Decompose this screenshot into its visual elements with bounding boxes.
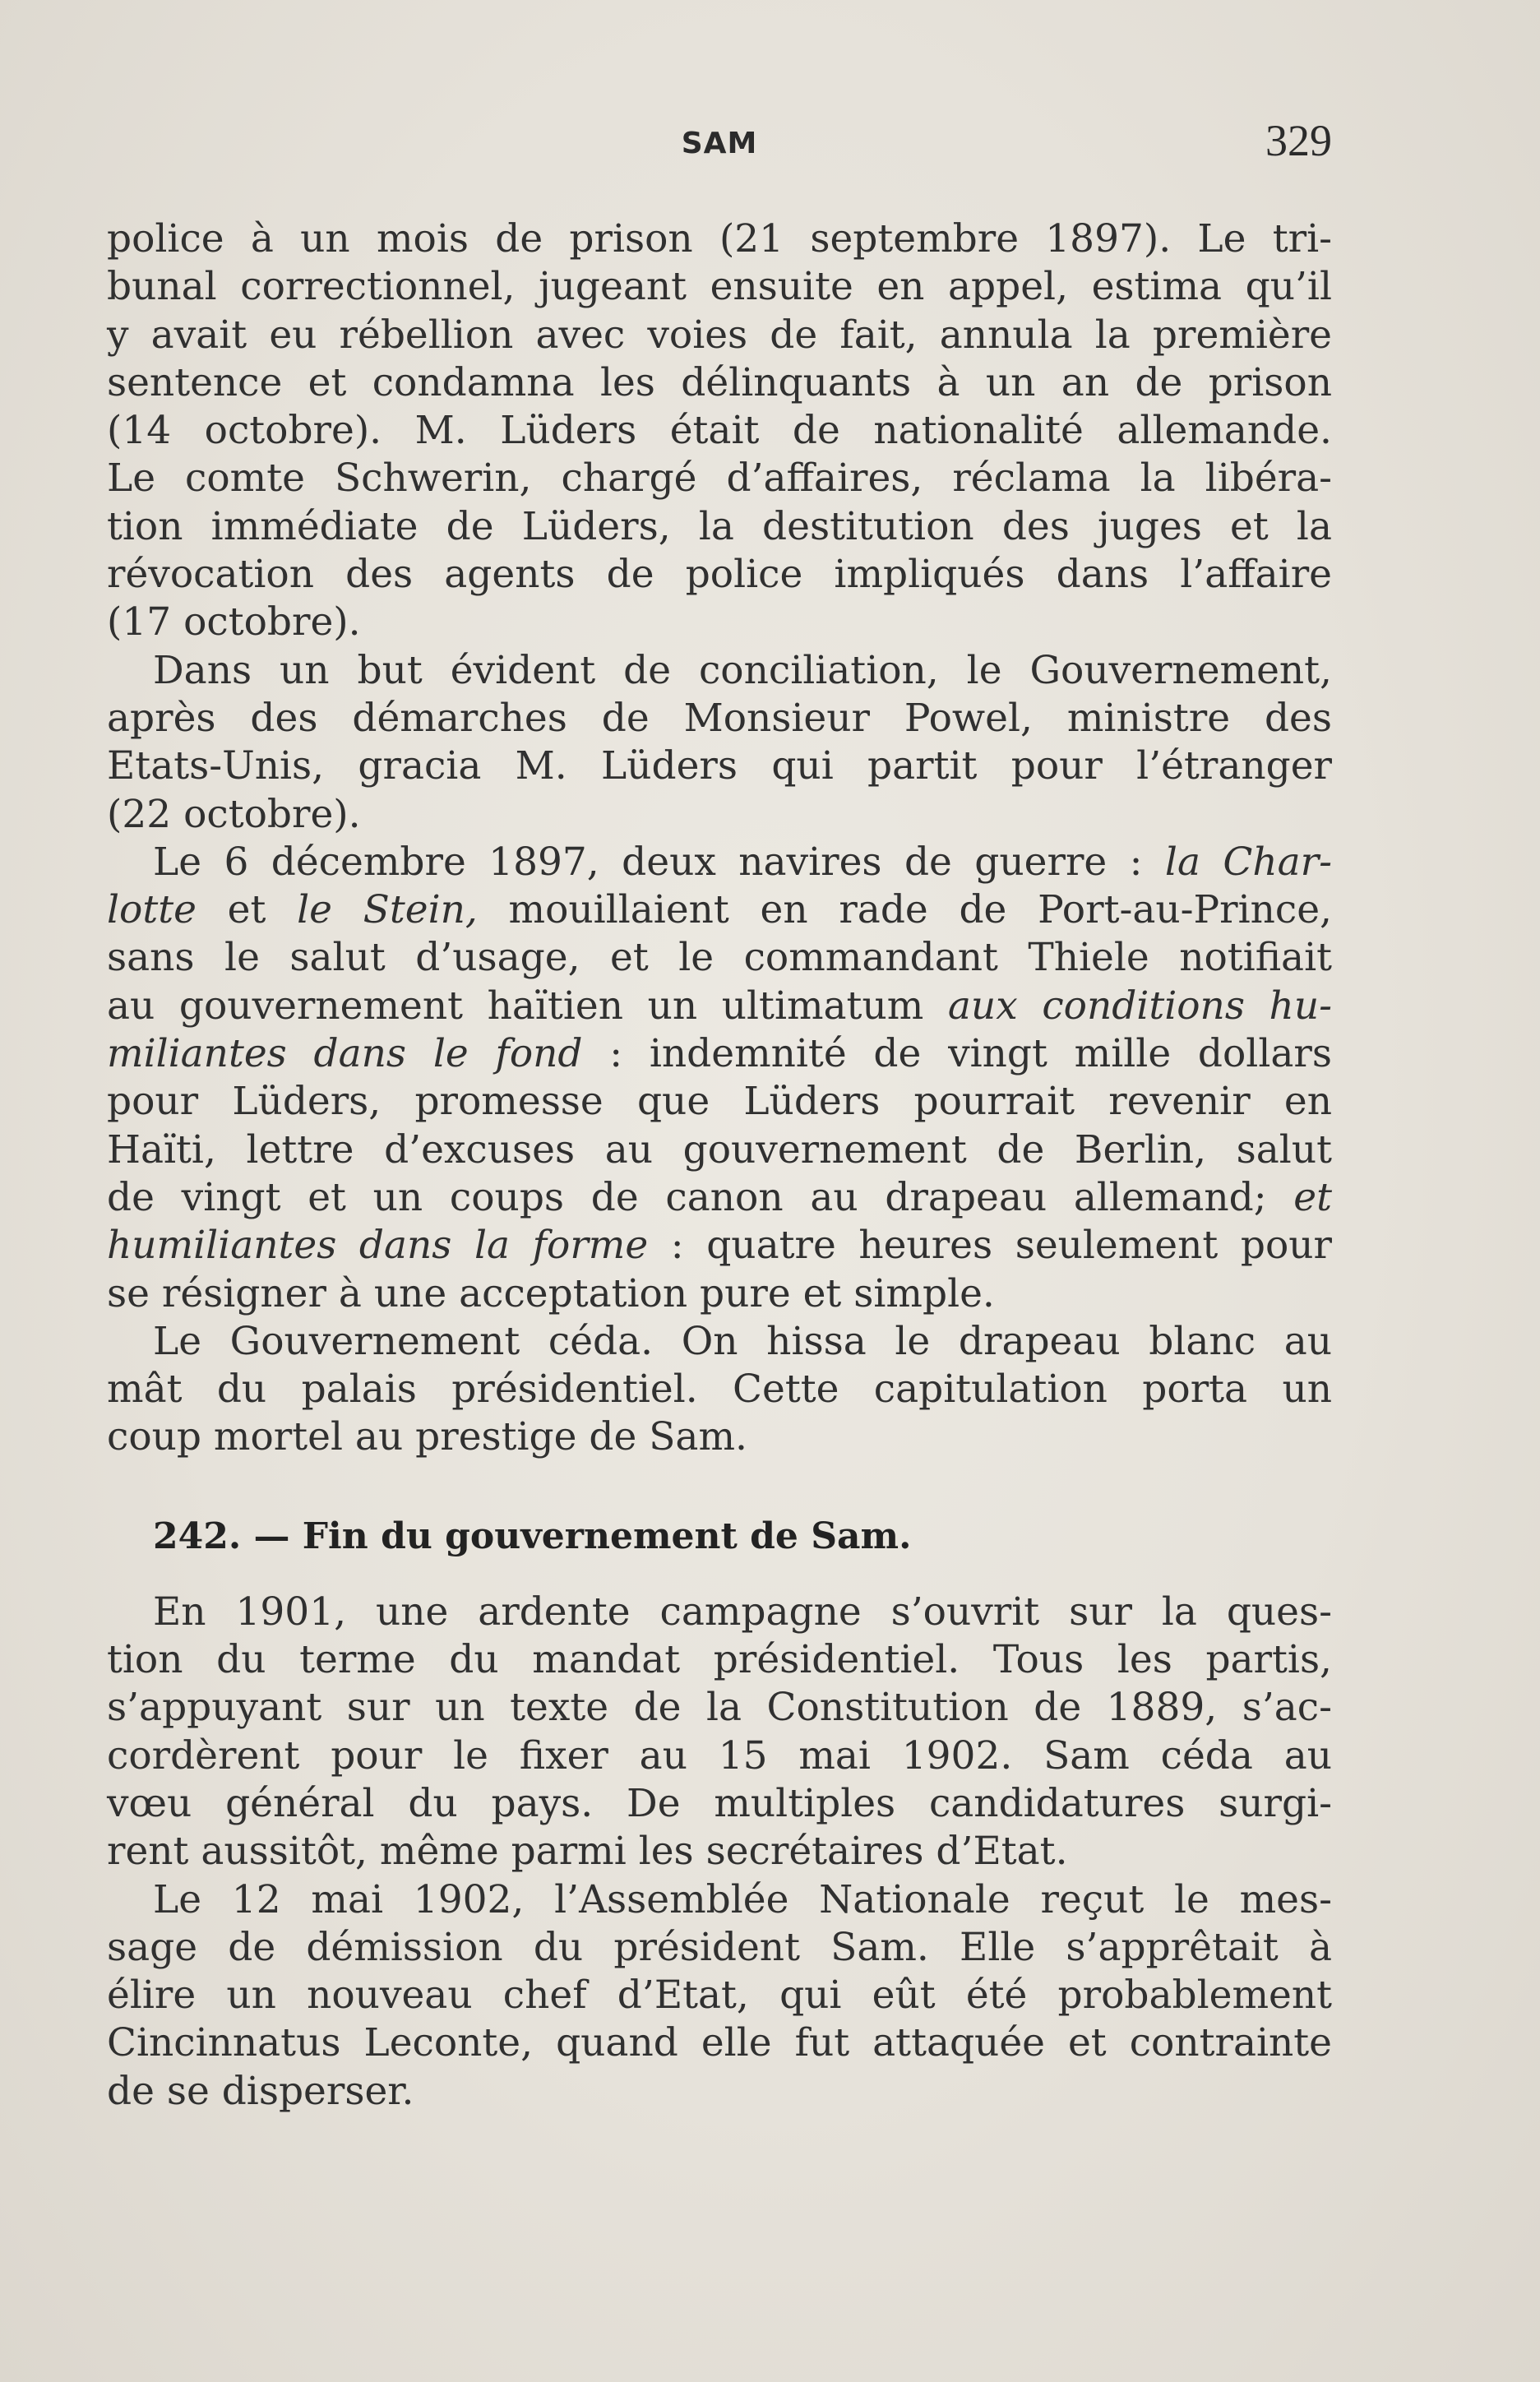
text-line: de se disperser. xyxy=(107,2068,414,2114)
text-line xyxy=(107,1222,1332,1270)
emphasis-italic: et xyxy=(1293,1174,1332,1220)
paragraph xyxy=(107,1876,1332,2116)
emphasis-italic: humiliantes dans la forme xyxy=(107,1223,649,1269)
ship-name-italic: le Stein, xyxy=(297,887,478,933)
page-header xyxy=(107,115,1332,173)
text-line: après des démarches de Monsieur Powel, ministre des xyxy=(107,695,1332,741)
ship-name-italic: la Char- xyxy=(1164,839,1333,885)
text-line: Etats-Unis, gracia M. Lüders qui partit pour l’étranger xyxy=(107,743,1332,789)
text-line: vœu général du pays. De multiples candidatures surgi- xyxy=(107,1780,1332,1826)
text-line xyxy=(107,886,1332,934)
text-line: sentence et condamna les délinquants à un an de prison xyxy=(107,359,1332,405)
text-line: Le 12 mai 1902, l’Assemblée Nationale reçut le mes- xyxy=(153,1876,1332,1922)
text-line: mât du palais présidentiel. Cette capitulation porta un xyxy=(107,1367,1332,1413)
paragraph xyxy=(107,1589,1332,1876)
text-line: y avait eu rébellion avec voies de fait, annula la première xyxy=(107,312,1332,358)
text-line: Cincinnatus Leconte, quand elle fut attaquée et contrainte xyxy=(107,2020,1332,2066)
text-run: de vingt et un coups de canon au drapeau allemand; xyxy=(107,1174,1294,1220)
section-heading: 242. — Fin du gouvernement de Sam. xyxy=(153,1515,912,1557)
text-line: s’appuyant sur un texte de la Constitution de 1889, s’ac- xyxy=(107,1685,1332,1731)
text-run: au gouvernement haïtien un ultimatum xyxy=(107,983,948,1029)
emphasis-italic: aux conditions hu- xyxy=(947,983,1332,1029)
text-line xyxy=(107,983,1332,1030)
text-line: se résigner à une acceptation pure et simple. xyxy=(107,1270,995,1316)
text-line: police à un mois de prison (21 septembre 1897). Le tri- xyxy=(107,216,1332,261)
paragraph xyxy=(107,839,1332,1318)
running-head: SAM xyxy=(681,127,758,160)
text-line: En 1901, une ardente campagne s’ouvrit sur la ques- xyxy=(153,1589,1332,1635)
text-line: Le comte Schwerin, chargé d’affaires, réclama la libéra- xyxy=(107,456,1332,502)
paragraph xyxy=(107,215,1332,647)
section-spacer xyxy=(107,1462,1332,1513)
text-line xyxy=(107,839,1332,886)
text-line: Haïti, lettre d’excuses au gouvernement de Berlin, salut xyxy=(107,1126,1332,1172)
text-line: révocation des agents de police impliqués dans l’affaire xyxy=(107,552,1332,598)
text-line: sans le salut d’usage, et le commandant Thiele notifiait xyxy=(107,935,1332,981)
paragraph xyxy=(107,647,1332,839)
text-line: tion immédiate de Lüders, la destitution des juges et la xyxy=(107,503,1332,549)
text-line: Dans un but évident de conciliation, le Gouvernement, xyxy=(153,647,1332,693)
text-run: Le 6 décembre 1897, deux navires de guerre : xyxy=(153,839,1165,885)
emphasis-italic: miliantes dans le fond xyxy=(107,1031,583,1077)
text-line: sage de démission du président Sam. Elle s’apprêtait à xyxy=(107,1924,1332,1970)
text-line: cordèrent pour le fixer au 15 mai 1902. Sam céda au xyxy=(107,1732,1332,1778)
page-number: 329 xyxy=(1265,116,1332,165)
text-line: Le Gouvernement céda. On hissa le drapeau blanc au xyxy=(153,1318,1332,1364)
ship-name-italic: lotte xyxy=(107,887,197,933)
text-line: (17 octobre). xyxy=(107,599,361,645)
text-line xyxy=(107,1030,1332,1078)
text-line: tion du terme du mandat présidentiel. Tous les partis, xyxy=(107,1637,1332,1683)
text-line: élire un nouveau chef d’Etat, qui eût été probablement xyxy=(107,1973,1332,2019)
text-line: rent aussitôt, même parmi les secrétaires d’Etat. xyxy=(107,1829,1068,1875)
text-line: coup mortel au prestige de Sam. xyxy=(107,1414,747,1460)
text-line: pour Lüders, promesse que Lüders pourrait revenir en xyxy=(107,1079,1332,1125)
body-text xyxy=(107,215,1332,2116)
text-line: (22 octobre). xyxy=(107,791,361,837)
paragraph xyxy=(107,1318,1332,1462)
text-run: : indemnité de vingt mille dollars xyxy=(582,1031,1332,1077)
text-line: (14 octobre). M. Lüders était de nationalité allemande. xyxy=(107,408,1332,454)
text-line: bunal correctionnel, jugeant ensuite en appel, estima qu’il xyxy=(107,264,1332,310)
text-run: et xyxy=(196,887,298,933)
text-run: mouillaient en rade de Port-au-Prince, xyxy=(477,887,1332,933)
section-spacer xyxy=(107,1564,1332,1589)
text-run: : quatre heures seulement pour xyxy=(648,1223,1332,1269)
text-line xyxy=(107,1174,1332,1222)
